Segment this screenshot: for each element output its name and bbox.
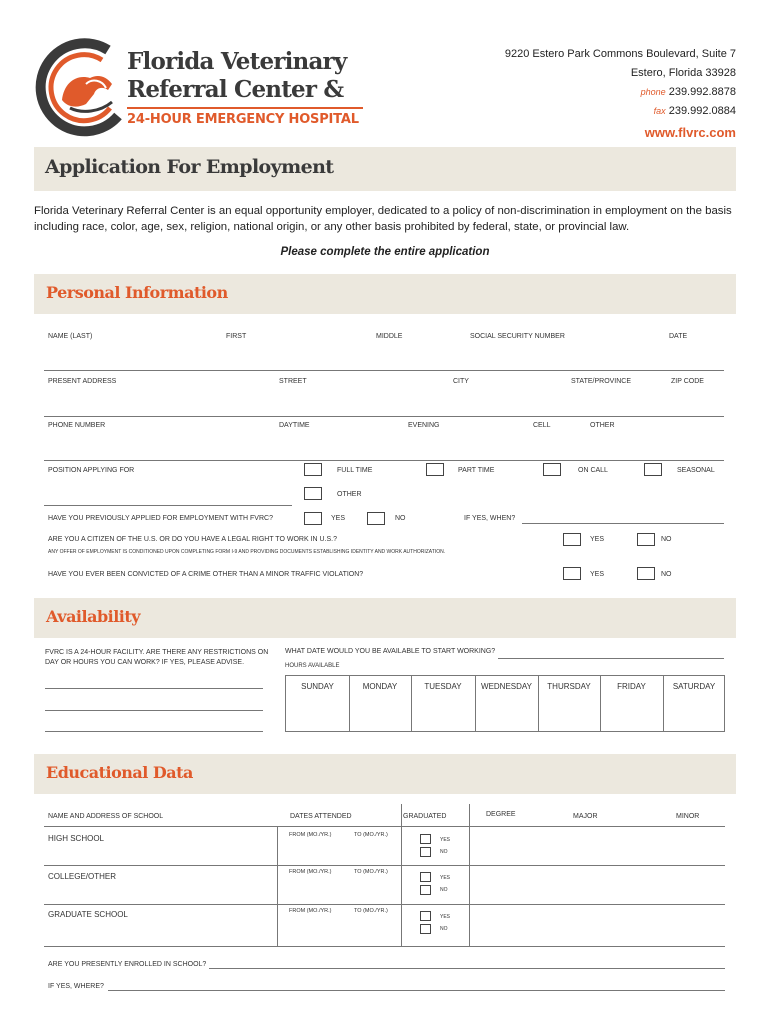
education-section-title: Educational Data [46,763,193,782]
edu-row-line-2 [44,904,725,905]
previously-applied-yes-label: YES [331,515,346,522]
citizen-yes-checkbox[interactable] [563,533,581,546]
evening-label: EVENING [408,422,440,429]
logo-divider [127,107,363,109]
other-position-checkbox[interactable] [304,487,322,500]
education-section-band [34,754,736,794]
start-date-line[interactable] [498,658,724,659]
fax-label: fax [653,106,666,116]
part-time-checkbox[interactable] [426,463,444,476]
col-minor-header: MINOR [676,813,700,820]
logo-emblem-icon [30,38,130,138]
edu-row-high-school-from[interactable]: FROM (MO./YR.) [289,832,332,838]
ssn-label: SOCIAL SECURITY NUMBER [470,333,565,340]
edu-row-graduate-yes-checkbox[interactable] [420,911,431,921]
previously-applied-yes-checkbox[interactable] [304,512,322,525]
restrictions-line-3[interactable] [45,731,263,732]
part-time-label: PART TIME [458,467,495,474]
logo [30,38,370,138]
address-row-line[interactable] [44,416,724,417]
edu-col-divider-3 [469,804,470,946]
phone-row-line[interactable] [44,460,724,461]
contact-block [505,45,736,142]
start-date-label: WHAT DATE WOULD YOU BE AVAILABLE TO START WORKING? [285,648,496,655]
if-yes-where-label: IF YES, WHERE? [48,983,104,990]
website-link[interactable]: www.flvrc.com [644,125,736,140]
convicted-yes-checkbox[interactable] [563,567,581,580]
restrictions-line-2[interactable] [45,710,263,711]
col-dates-header: DATES ATTENDED [290,813,352,820]
col-degree-header: DEGREE [486,811,516,818]
name-last-label: NAME (LAST) [48,333,93,340]
edu-row-graduate-no-checkbox[interactable] [420,924,431,934]
convicted-label: HAVE YOU EVER BEEN CONVICTED OF A CRIME OTHER THAN A MINOR TRAFFIC VIOLATION? [48,571,364,578]
restrictions-label: FVRC IS A 24-HOUR FACILITY. ARE THERE ANY RESTRICTIONS ON DAY OR HOURS YOU CAN WORK? IF YES, PLEASE ADVISE. [45,649,269,666]
title-band [34,147,736,191]
col-graduated-header: GRADUATED [403,813,447,820]
col-major-header: MAJOR [573,813,598,820]
on-call-label: ON CALL [578,467,608,474]
availability-section-title: Availability [46,607,141,626]
zip-label: ZIP CODE [671,378,704,385]
other-position-label: OTHER [337,491,362,498]
full-time-label: FULL TIME [337,467,373,474]
col-school-header: NAME AND ADDRESS OF SCHOOL [48,813,164,820]
convicted-no-checkbox[interactable] [637,567,655,580]
edu-row-college-from[interactable]: FROM (MO./YR.) [289,869,332,875]
hours-table [285,675,725,732]
edu-row-graduate-yes-label: YES [440,914,451,920]
edu-row-college-to[interactable]: TO (MO./YR.) [354,869,388,875]
city-label: CITY [453,378,469,385]
previously-applied-label: HAVE YOU PREVIOUSLY APPLIED FOR EMPLOYMENT WITH FVRC? [48,515,273,522]
citizen-no-label: NO [661,536,672,543]
enrolled-label: ARE YOU PRESENTLY ENROLLED IN SCHOOL? [48,961,207,968]
on-call-checkbox[interactable] [543,463,561,476]
edu-row-graduate-to[interactable]: TO (MO./YR.) [354,908,388,914]
day-wednesday[interactable]: WEDNESDAY [481,682,532,691]
availability-section-band [34,598,736,638]
logo-line-1: Florida Veterinary [127,48,347,75]
edu-row-college-label: COLLEGE/OTHER [48,872,117,881]
edu-row-line-1 [44,865,725,866]
edu-row-high-school-to[interactable]: TO (MO./YR.) [354,832,388,838]
phone-line [505,83,736,102]
fax-line [505,102,736,121]
citizen-yes-label: YES [590,536,605,543]
edu-row-high-school-label: HIGH SCHOOL [48,834,105,843]
edu-header-line [44,826,725,827]
enrolled-line[interactable] [209,968,725,969]
seasonal-label: SEASONAL [677,467,715,474]
edu-row-graduate-from[interactable]: FROM (MO./YR.) [289,908,332,914]
if-yes-where-line[interactable] [108,990,725,991]
edu-row-high-school-no-checkbox[interactable] [420,847,431,857]
address-line-2: Estero, Florida 33928 [630,67,736,79]
position-line[interactable] [44,505,292,506]
citizen-label: ARE YOU A CITIZEN OF THE U.S. OR DO YOU HAVE A LEGAL RIGHT TO WORK IN U.S.? [48,536,338,543]
day-saturday[interactable]: SATURDAY [672,682,716,691]
edu-row-college-yes-checkbox[interactable] [420,872,431,882]
edu-row-high-school-yes-checkbox[interactable] [420,834,431,844]
day-tuesday[interactable]: TUESDAY [424,682,462,691]
middle-name-label: MIDDLE [376,333,403,340]
day-monday[interactable]: MONDAY [362,682,398,691]
first-name-label: FIRST [226,333,247,340]
restrictions-line-1[interactable] [45,688,263,689]
phone-number: 239.992.8878 [668,86,736,98]
convicted-yes-label: YES [590,571,605,578]
edu-row-graduate-no-label: NO [440,926,448,932]
edu-row-line-3 [44,946,725,947]
citizen-no-checkbox[interactable] [637,533,655,546]
day-thursday[interactable]: THURSDAY [547,682,591,691]
page-title: Application For Employment [45,156,334,178]
present-address-label: PRESENT ADDRESS [48,378,117,385]
hours-available-label: HOURS AVAILABLE [285,663,340,669]
edu-row-college-no-checkbox[interactable] [420,885,431,895]
edu-col-divider-1 [277,826,278,946]
instruction-text: Please complete the entire application [280,246,490,258]
other-phone-label: OTHER [590,422,615,429]
edu-row-college-yes-label: YES [440,875,451,881]
intro-text: Florida Veterinary Referral Center is an equal opportunity employer, dedicated to a policy of non-discrimination in employment on the basis including race, color, age, sex, religion, national origin, or any other basis prohibited by federal, state, or provincial law. [34,205,732,233]
edu-row-high-school-no-label: NO [440,849,448,855]
edu-row-high-school-yes-label: YES [440,837,451,843]
previously-applied-no-checkbox[interactable] [367,512,385,525]
education-table [44,804,725,947]
daytime-label: DAYTIME [279,422,310,429]
phone-number-label: PHONE NUMBER [48,422,106,429]
edu-row-graduate-label: GRADUATE SCHOOL [48,910,128,919]
previously-applied-no-label: NO [395,515,406,522]
address-line-1: 9220 Estero Park Commons Boulevard, Suite 7 [504,48,736,60]
street-label: STREET [279,378,307,385]
day-sunday[interactable]: SUNDAY [301,682,334,691]
day-friday[interactable]: FRIDAY [617,682,646,691]
state-label: STATE/PROVINCE [571,378,632,385]
if-yes-when-label: IF YES, WHEN? [464,515,516,522]
logo-line-2: Referral Center & [127,76,344,103]
edu-col-divider-2 [401,804,402,946]
full-time-checkbox[interactable] [304,463,322,476]
cell-label: CELL [533,422,551,429]
position-label: POSITION APPLYING FOR [48,467,135,474]
if-yes-when-line[interactable] [522,523,724,524]
seasonal-checkbox[interactable] [644,463,662,476]
date-label: DATE [669,333,688,340]
edu-row-college-no-label: NO [440,887,448,893]
phone-label: phone [640,87,666,97]
i9-note: ANY OFFER OF EMPLOYMENT IS CONDITIONED UPON COMPLETING FORM I-9 AND PROVIDING DOCUMENTS ESTABLISHING IDENTITY AND WORK AUTHORIZATION. [48,549,446,555]
fax-number: 239.992.0884 [668,105,736,117]
logo-line-3: 24-HOUR EMERGENCY HOSPITAL [127,112,359,127]
personal-section-title: Personal Information [46,283,228,302]
name-row-line[interactable] [44,370,724,371]
convicted-no-label: NO [661,571,672,578]
personal-section-band [34,274,736,314]
